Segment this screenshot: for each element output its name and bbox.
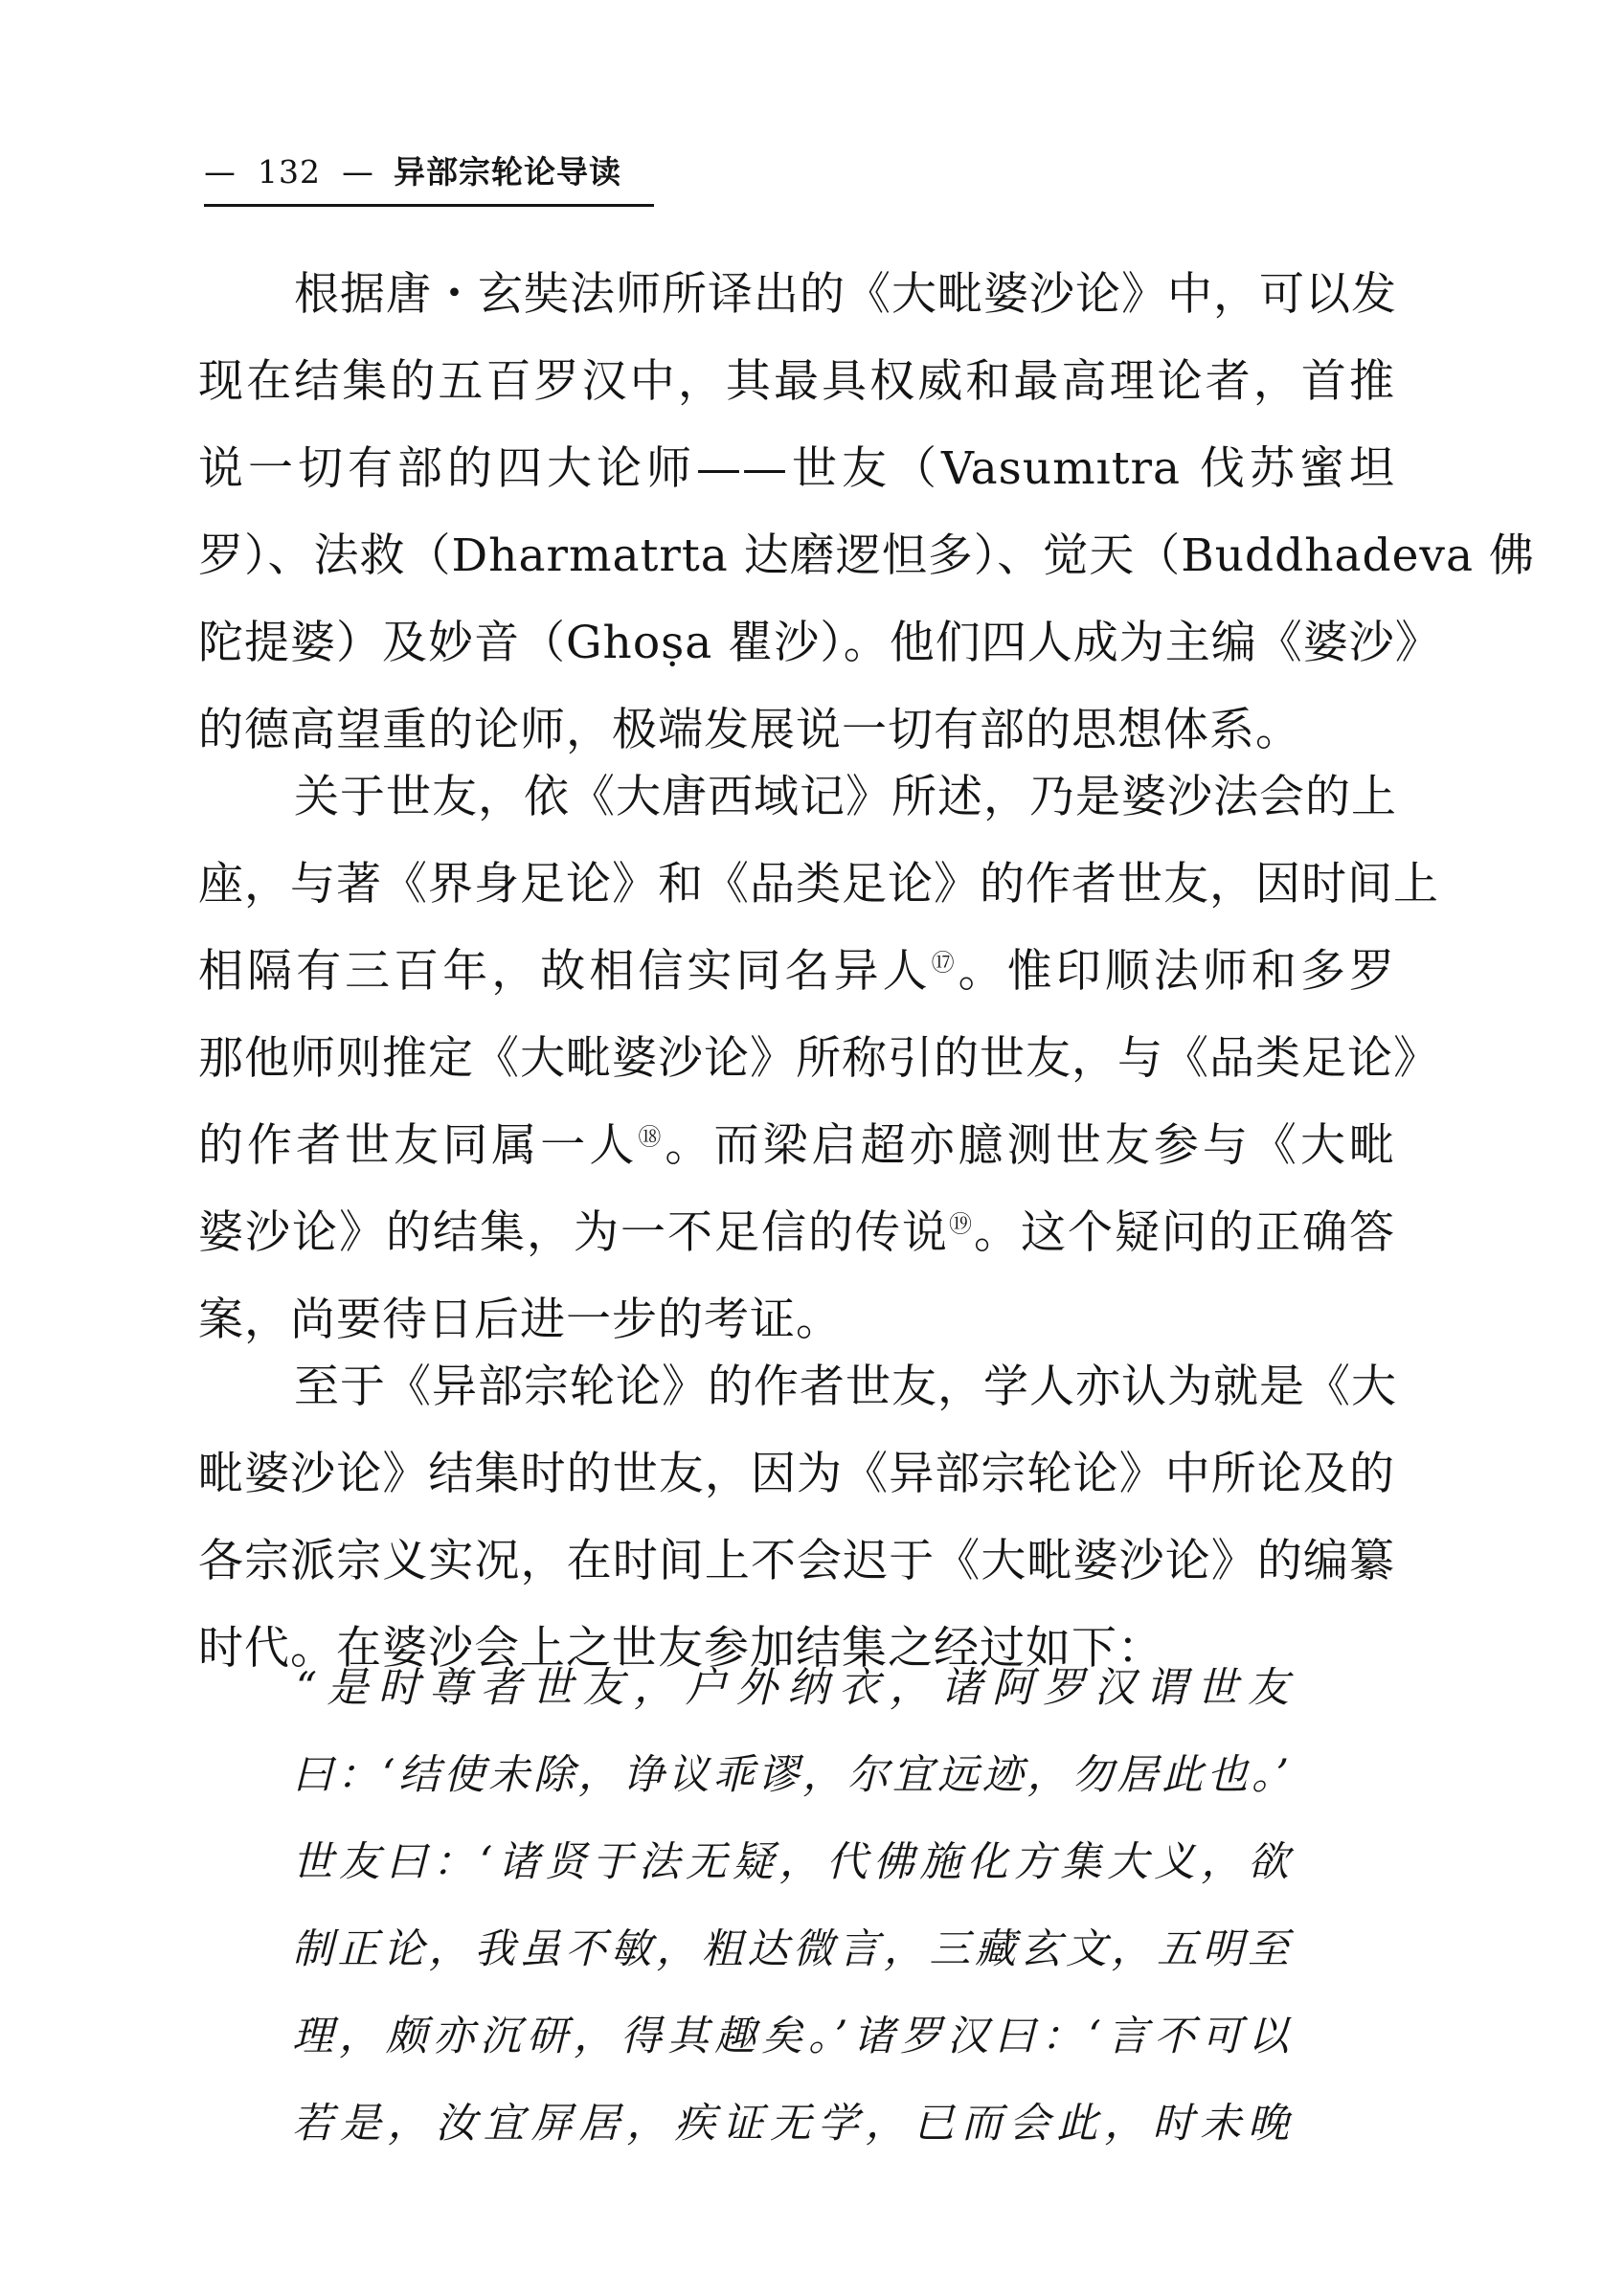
quote-line: 制正论，我虽不敏，粗达微言，三藏玄文，五明至 bbox=[292, 1925, 1292, 1973]
text-segment: 。惟印顺法师和多罗 bbox=[958, 945, 1396, 998]
text-line: 的德高望重的论师，极端发展说一切有部的思想体系。 bbox=[198, 704, 1301, 756]
footnote-ref-19[interactable]: ⑲ bbox=[949, 1210, 974, 1238]
text-segment: 。这个疑问的正确答 bbox=[974, 1206, 1395, 1259]
block-quote bbox=[292, 1645, 1292, 2168]
text-segment: 相隔有三百年，故相信实同名异人 bbox=[198, 945, 932, 998]
header-line bbox=[204, 148, 654, 196]
quote-line: 世友曰：‘诸贤于法无疑，代佛施化方集大义，欲 bbox=[292, 1838, 1292, 1886]
text-line: 座，与著《界身足论》和《品类足论》的作者世友，因时间上 bbox=[198, 858, 1439, 911]
text-line: 现在结集的五百罗汉中，其最具权威和最高理论者，首推 bbox=[198, 355, 1395, 408]
quote-line: 曰：‘结使未除，诤议乖谬，尔宜远迹，勿居此也。’ bbox=[292, 1751, 1292, 1799]
text-line: 说一切有部的四大论师——世友（Vasumıtra 伐苏蜜坦 bbox=[198, 442, 1395, 495]
text-line bbox=[198, 1189, 1395, 1276]
text-line: 那他师则推定《大毗婆沙论》所称引的世友，与《品类足论》 bbox=[198, 1032, 1439, 1085]
book-title: 异部宗轮论导读 bbox=[394, 153, 621, 191]
footnote-ref-18[interactable]: ⑱ bbox=[638, 1123, 665, 1151]
paragraph-1 bbox=[198, 251, 1535, 774]
text-line bbox=[198, 928, 1395, 1015]
paragraph-2 bbox=[198, 754, 1439, 1363]
text-line: 毗婆沙论》结集时的世友，因为《异部宗轮论》中所论及的 bbox=[198, 1448, 1395, 1500]
text-segment: 。而梁启超亦臆测世友参与《大毗 bbox=[665, 1119, 1396, 1172]
quote-line: 若是，汝宜屏居，疾证无学，已而会此，时未晚 bbox=[292, 2100, 1292, 2148]
text-line: 关于世友，依《大唐西域记》所述，乃是婆沙法会的上 bbox=[294, 771, 1397, 823]
footnote-ref-17[interactable]: ⑰ bbox=[931, 949, 959, 977]
quote-line: “是时尊者世友，户外纳衣，诸阿罗汉谓世友 bbox=[296, 1664, 1292, 1712]
text-line: 罗）、法救（Dharmatrta 达磨逻怛多）、觉天（Buddhadeva 佛 bbox=[198, 529, 1535, 582]
quote-line: 理，颇亦沉研，得其趣矣。’诸罗汉曰：‘言不可以 bbox=[292, 2013, 1292, 2060]
running-header bbox=[204, 148, 654, 207]
text-line: 案，尚要待日后进一步的考证。 bbox=[198, 1294, 842, 1346]
text-line: 各宗派宗义实况，在时间上不会迟于《大毗婆沙论》的编纂 bbox=[198, 1535, 1395, 1587]
page-number: 132 bbox=[258, 153, 321, 191]
text-segment: 婆沙论》的结集，为一不足信的传说 bbox=[198, 1206, 949, 1259]
header-dash-left: — bbox=[204, 153, 237, 191]
text-line: 根据唐・玄奘法师所译出的《大毗婆沙论》中，可以发 bbox=[294, 268, 1397, 321]
text-line: 时代。在婆沙会上之世友参加结集之经过如下： bbox=[198, 1622, 1163, 1675]
header-dash-right: — bbox=[342, 153, 374, 191]
text-line: 陀提婆）及妙音（Ghoṣa 瞿沙）。他们四人成为主编《婆沙》 bbox=[198, 617, 1441, 669]
paragraph-3 bbox=[198, 1343, 1395, 1692]
text-line bbox=[198, 1102, 1395, 1189]
text-segment: 的作者世友同属一人 bbox=[198, 1119, 639, 1172]
text-line: 至于《异部宗轮论》的作者世友，学人亦认为就是《大 bbox=[294, 1361, 1397, 1413]
